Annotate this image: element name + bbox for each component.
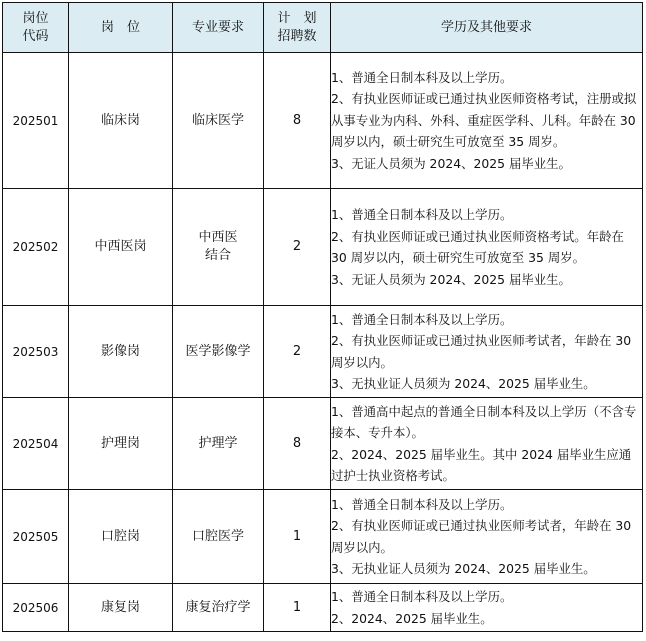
requirement-item: 3、无执业证人员须为 2024、2025 届毕业生。 [331, 561, 596, 576]
cell-position: 临床岗 [69, 53, 173, 189]
cell-major [173, 490, 264, 584]
major-line: 结合 [204, 248, 231, 263]
requirement-item: 2、有执业医师证或已通过执业医师资格考试，注册或拟从事专业为内科、外科、重症医学科、儿科。年龄在 30 周岁以内，硕士研究生可放宽至 35 周岁。 [331, 91, 637, 150]
major-line: 临床医学 [191, 112, 244, 128]
table-row [3, 584, 643, 632]
requirement-item: 3、无证人员须为 2024、2025 届毕业生。 [331, 271, 571, 287]
header-major: 专业要求 [173, 3, 264, 53]
cell-count: 1 [264, 490, 331, 584]
table-row [3, 490, 643, 584]
cell-major [173, 398, 264, 490]
cell-code: 202504 [3, 398, 69, 490]
table-row [3, 189, 643, 306]
cell-requirements [331, 306, 643, 398]
major-line: 护理学 [198, 435, 238, 451]
cell-major [173, 306, 264, 398]
major-line: 口腔医学 [191, 528, 244, 544]
requirement-item: 2、有执业医师证或已通过执业医师考试者，年龄在 30 周岁以内。 [331, 518, 632, 555]
requirement-item: 1、普通全日制本科及以上学历。 [331, 496, 513, 512]
requirement-item: 1、普通全日制本科及以上学历。 [331, 207, 513, 222]
cell-position: 中西医岗 [69, 189, 173, 306]
cell-requirements [331, 584, 643, 632]
cell-count: 8 [264, 53, 331, 189]
cell-requirements [331, 398, 643, 490]
header-code-line-2: 代码 [22, 28, 49, 44]
requirement-item: 2、2024、2025 届毕业生。其中 2024 届毕业生应通过护士执业资格考试。 [331, 446, 632, 483]
header-position-code [3, 3, 69, 53]
cell-count: 8 [264, 398, 331, 490]
requirement-item: 3、无证人员须为 2024、2025 届毕业生。 [331, 155, 571, 171]
cell-position: 口腔岗 [69, 490, 173, 584]
cell-count: 2 [264, 306, 331, 398]
requirement-item: 2、有执业医师证或已通过执业医师考试者，年龄在 30 周岁以内。 [331, 333, 632, 370]
requirement-item: 1、普通全日制本科及以上学历。 [331, 589, 513, 604]
cell-position: 护理岗 [69, 398, 173, 490]
cell-count: 2 [264, 189, 331, 306]
header-count-line-2: 招聘数 [277, 28, 317, 44]
major-line: 康复治疗学 [185, 599, 251, 615]
cell-code: 202501 [3, 53, 69, 189]
header-count [264, 3, 331, 53]
cell-count: 1 [264, 584, 331, 632]
recruitment-table [2, 2, 643, 632]
table-row [3, 306, 643, 398]
cell-major [173, 53, 264, 189]
major-line: 中西医 [198, 230, 238, 245]
cell-position: 影像岗 [69, 306, 173, 398]
requirement-item: 2、有执业医师证或已通过执业医师资格考试。年龄在 30 周岁以内，硕士研究生可放宽至 35 周岁。 [331, 228, 624, 265]
requirement-item: 1、普通高中起点的普通全日制本科及以上学历（不含专接本、专升本）。 [331, 403, 637, 440]
cell-code: 202502 [3, 189, 69, 306]
header-count-line-1: 计 划 [277, 10, 317, 26]
cell-code: 202505 [3, 490, 69, 584]
cell-code: 202503 [3, 306, 69, 398]
cell-major [173, 584, 264, 632]
requirement-item: 2、2024、2025 届毕业生。 [331, 610, 493, 626]
major-line: 医学影像学 [185, 343, 251, 359]
requirement-item: 3、无执业证人员须为 2024、2025 届毕业生。 [331, 376, 596, 391]
header-code-line-1: 岗位 [22, 10, 49, 26]
requirement-item: 1、普通全日制本科及以上学历。 [331, 311, 513, 327]
cell-requirements [331, 189, 643, 306]
cell-code: 202506 [3, 584, 69, 632]
cell-requirements [331, 53, 643, 189]
requirement-item: 1、普通全日制本科及以上学历。 [331, 69, 513, 85]
cell-major [173, 189, 264, 306]
header-position: 岗 位 [69, 3, 173, 53]
table-row [3, 53, 643, 189]
header-requirements: 学历及其他要求 [331, 3, 643, 53]
cell-position: 康复岗 [69, 584, 173, 632]
cell-requirements [331, 490, 643, 584]
table-header-row [3, 3, 643, 53]
table-row [3, 398, 643, 490]
